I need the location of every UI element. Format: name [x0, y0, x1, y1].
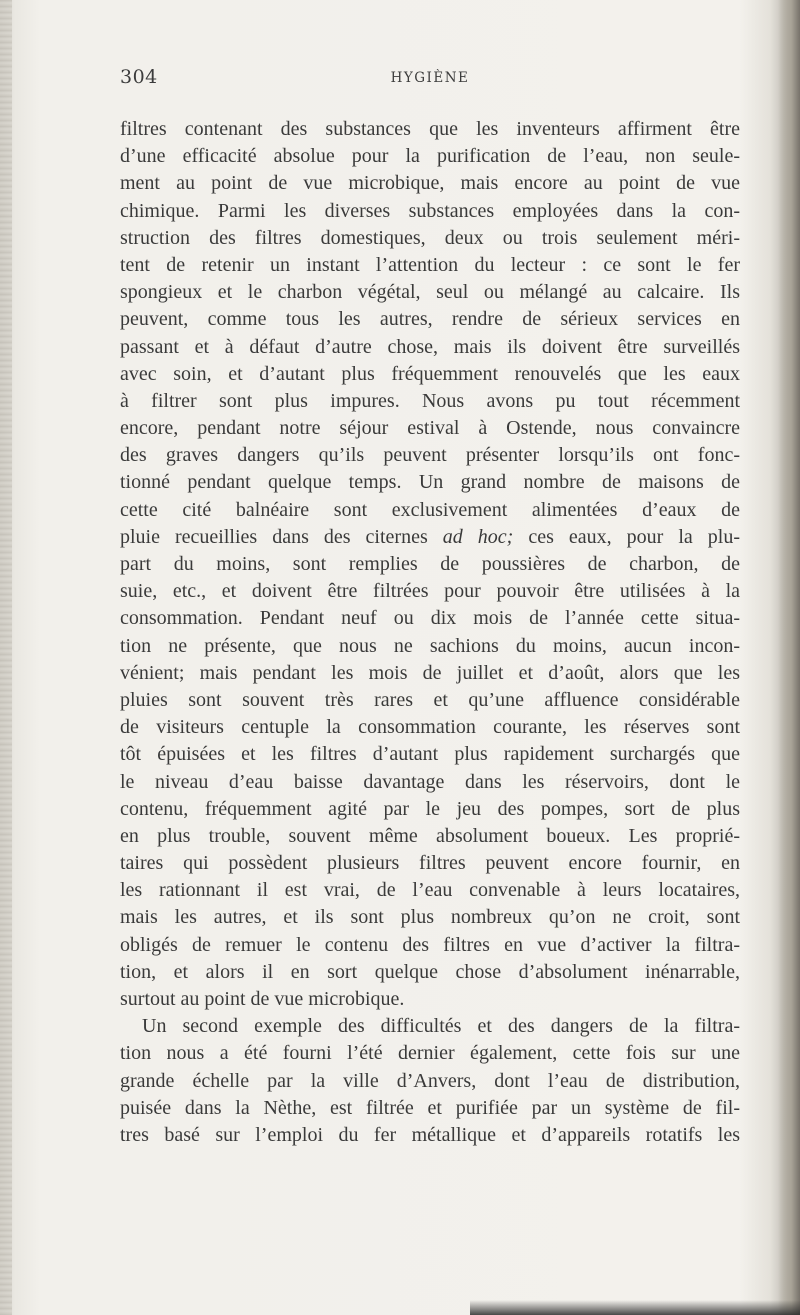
text-line-indented: Un second exemple des difficultés et des dangers de la filtra- [142, 1015, 740, 1038]
running-title: HYGIÈNE [390, 70, 470, 86]
text-line-last: surtout au point de vue microbique. [120, 988, 405, 1010]
text-line: obligés de remuer le contenu des filtres en vue d’activer la filtra- [120, 933, 740, 956]
text-line: ment au point de vue microbique, mais encore au point de vue [120, 172, 740, 195]
page-number: 304 [120, 66, 158, 88]
text-line: tion, et alors il en sort quelque chose d’absolument inénarrable, [120, 960, 740, 983]
text-line: struction des filtres domestiques, deux ou trois seulement méri- [120, 226, 740, 249]
text-line: suie, etc., et doivent être filtrées pour pouvoir être utilisées à la [120, 580, 740, 603]
text-line: tion ne présente, que nous ne sachions du moins, aucun incon- [120, 634, 740, 657]
text-line: peuvent, comme tous les autres, rendre de sérieux services en [120, 308, 740, 331]
text-line: vénient; mais pendant les mois de juillet et d’août, alors que les [120, 661, 740, 684]
text-line: d’une efficacité absolue pour la purification de l’eau, non seule- [120, 145, 740, 168]
body-text [120, 116, 740, 1149]
text-line: en plus trouble, souvent même absolument boueux. Les proprié- [120, 824, 740, 847]
text-line: contenu, fréquemment agité par le jeu des pompes, sort de plus [120, 797, 740, 820]
text-line: spongieux et le charbon végétal, seul ou mélangé au calcaire. Ils [120, 281, 740, 304]
text-line: des graves dangers qu’ils peuvent présenter lorsqu’ils ont fonc- [120, 444, 740, 467]
page-right-edge [778, 0, 800, 1315]
text-line: tent de retenir un instant l’attention du lecteur : ce sont le fer [120, 253, 740, 276]
text-line: à filtrer sont plus impures. Nous avons pu tout récemment [120, 389, 740, 412]
text-line: avec soin, et d’autant plus fréquemment renouvelés que les eaux [120, 362, 740, 385]
text-line: consommation. Pendant neuf ou dix mois de l’année cette situa- [120, 607, 740, 630]
running-head [120, 66, 740, 96]
text-line: passant et à défaut d’autre chose, mais ils doivent être surveillés [120, 335, 740, 358]
text-line: filtres contenant des substances que les inventeurs affirment être [120, 118, 740, 140]
text-line: grande échelle par la ville d’Anvers, dont l’eau de distribution, [120, 1069, 740, 1092]
text-line: les rationnant il est vrai, de l’eau convenable à leurs locataires, [120, 879, 740, 902]
text-line: chimique. Parmi les diverses substances employées dans la con- [120, 199, 740, 222]
text-line: tres basé sur l’emploi du fer métallique et d’appareils rotatifs les [120, 1123, 740, 1146]
paragraph-2 [120, 1013, 740, 1149]
italic-latin-phrase: ad hoc; [442, 525, 514, 548]
text-line: puisée dans la Nèthe, est filtrée et purifiée par un système de fil- [120, 1096, 740, 1119]
text-line: taires qui possèdent plusieurs filtres peuvent encore fournir, en [120, 852, 740, 875]
text-line: tionné pendant quelque temps. Un grand nombre de maisons de [120, 471, 740, 494]
text-line: le niveau d’eau baisse davantage dans les réservoirs, dont le [120, 770, 740, 793]
paragraph-1 [120, 116, 740, 1013]
text-run: ces eaux, pour la plu- [513, 525, 740, 548]
text-line: de visiteurs centuple la consommation courante, les réserves sont [120, 716, 740, 739]
text-line: tôt épuisées et les filtres d’autant plus rapidement surchargés que [120, 743, 740, 766]
text-line: encore, pendant notre séjour estival à Ostende, nous convaincre [120, 417, 740, 440]
page-bottom-shadow [470, 1300, 800, 1315]
text-line-with-italic [120, 524, 740, 551]
text-line: part du moins, sont remplies de poussières de charbon, de [120, 553, 740, 575]
text-line: mais les autres, et ils sont plus nombreux qu’on ne croit, sont [120, 906, 740, 929]
text-line: tion nous a été fourni l’été dernier également, cette fois sur une [120, 1042, 740, 1065]
text-line: pluies sont souvent très rares et qu’une affluence considérable [120, 688, 740, 711]
text-run: pluie recueillies dans des citernes [120, 525, 443, 548]
page-left-edge [0, 0, 12, 1315]
text-line: cette cité balnéaire sont exclusivement alimentées d’eaux de [120, 498, 740, 521]
